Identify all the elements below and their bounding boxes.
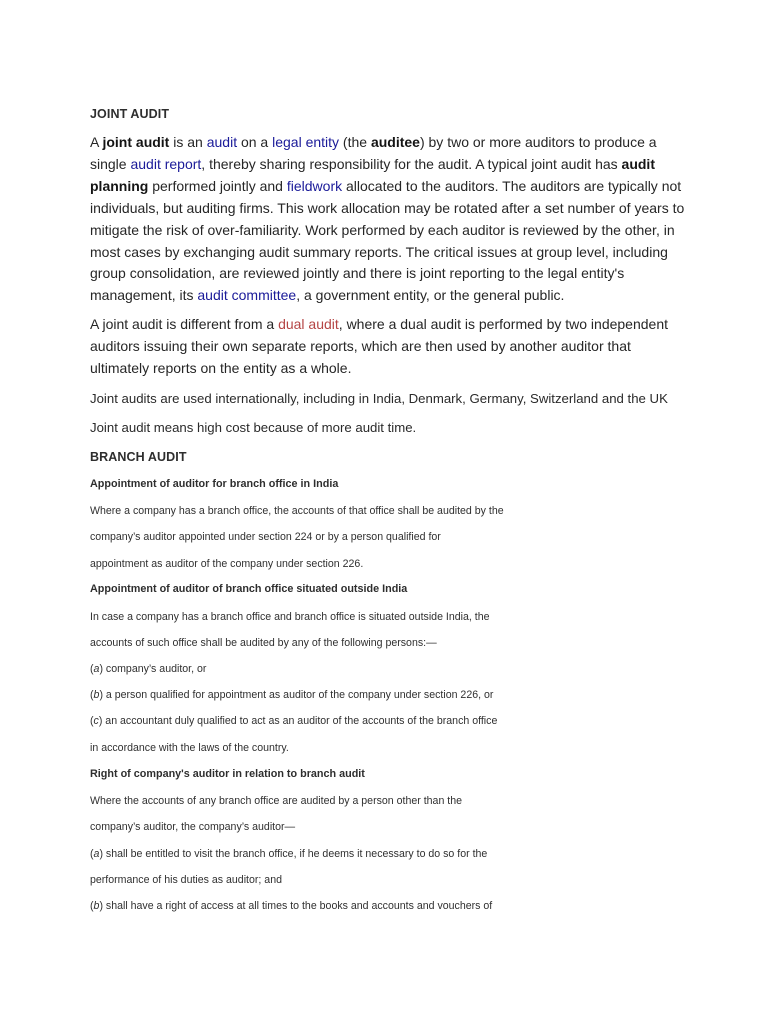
joint-audit-paragraph-1: A joint audit is an audit on a legal entity (the auditee) by two or more auditors to produce a single audit report, thereby sharing responsibility for the audit. A typical joint audit has audit planning performed jointly and fieldwork allocated to the auditors. The auditors are typically not individuals, but auditing firms. This work allocation may be rotated after a set number of years to mitigate the risk of over-familiarity. Work performed by each auditor is reviewed by the other, in most cases by exchanging audit summary reports. The critical issues at group level, including group consolidation, are reviewed jointly and there is joint reporting to the legal entity's management, its audit committee, a government entity, or the general public. [90, 134, 685, 304]
branch-india-line-2: company’s auditor appointed under section 224 or by a person qualified for [90, 531, 441, 543]
audit-link[interactable]: audit [206, 134, 238, 150]
subheading-branch-outside-india: Appointment of auditor of branch office situated outside India [90, 583, 408, 595]
joint-audit-paragraph-3: Joint audits are used internationally, including in India, Denmark, Germany, Switzerland and the UK [90, 391, 668, 406]
rights-line-1: Where the accounts of any branch office are audited by a person other than the [90, 795, 463, 807]
list-marker-b: b [93, 689, 100, 701]
rights-item-b: (b) shall have a right of access at all times to the books and accounts and vouchers of [90, 900, 493, 912]
legal-entity-link[interactable]: legal entity [272, 134, 340, 150]
rights-marker-a: a [93, 848, 100, 860]
rights-item-a: (a) shall be entitled to visit the branch office, if he deems it necessary to do so for the [90, 848, 488, 860]
list-item-c: (c) an accountant duly qualified to act as an auditor of the accounts of the branch office [90, 715, 498, 727]
joint-audit-paragraph-4: Joint audit means high cost because of more audit time. [90, 420, 417, 435]
rights-item-a-line-2: performance of his duties as auditor; and [90, 874, 282, 886]
bold-term: joint audit [102, 134, 170, 150]
rights-item-a-text: shall be entitled to visit the branch office, if he deems it necessary to do so for the [102, 848, 488, 860]
branch-outside-line-1: In case a company has a branch office and branch office is situated outside India, the [90, 611, 490, 623]
audit-committee-link[interactable]: audit committee [197, 287, 297, 304]
branch-audit-heading: BRANCH AUDIT [90, 450, 187, 464]
rights-item-b-text: shall have a right of access at all times to the books and accounts and vouchers of [102, 900, 493, 912]
rights-marker-b: b [93, 900, 100, 912]
list-marker-a: a [93, 663, 100, 675]
bold-term: audit planning [90, 155, 655, 194]
list-item-a-text: company’s auditor, or [102, 663, 207, 675]
list-item-c-text: an accountant duly qualified to act as an auditor of the accounts of the branch office [102, 715, 498, 727]
subheading-auditor-rights: Right of company's auditor in relation to branch audit [90, 768, 365, 780]
list-item-b-text: a person qualified for appointment as auditor of the company under section 226, or [102, 689, 494, 701]
branch-india-line-3: appointment as auditor of the company under section 226. [90, 558, 364, 570]
dual-audit-link[interactable]: dual audit [278, 316, 339, 332]
branch-outside-line-2: accounts of such office shall be audited by any of the following persons:— [90, 637, 437, 649]
list-item-a: (a) company’s auditor, or [90, 663, 207, 675]
list-item-c-line-2: in accordance with the laws of the country. [90, 742, 289, 754]
subheading-branch-india: Appointment of auditor for branch office in India [90, 478, 339, 490]
list-marker-c: c [93, 715, 99, 727]
fieldwork-link[interactable]: fieldwork [286, 177, 343, 194]
joint-audit-heading: JOINT AUDIT [90, 107, 170, 121]
joint-audit-paragraph-2: A joint audit is different from a dual audit, where a dual audit is performed by two independent auditors issuing their own separate reports, which are then used by another auditor that ultimately reports on the entity as a whole. [90, 316, 669, 376]
list-item-b: (b) a person qualified for appointment as auditor of the company under section 226, or [90, 689, 494, 701]
bold-term: auditee [370, 134, 420, 150]
branch-india-line-1: Where a company has a branch office, the accounts of that office shall be audited by the [90, 505, 504, 517]
audit-report-link[interactable]: audit report [130, 155, 202, 172]
rights-line-2: company’s auditor, the company’s auditor— [90, 821, 296, 833]
